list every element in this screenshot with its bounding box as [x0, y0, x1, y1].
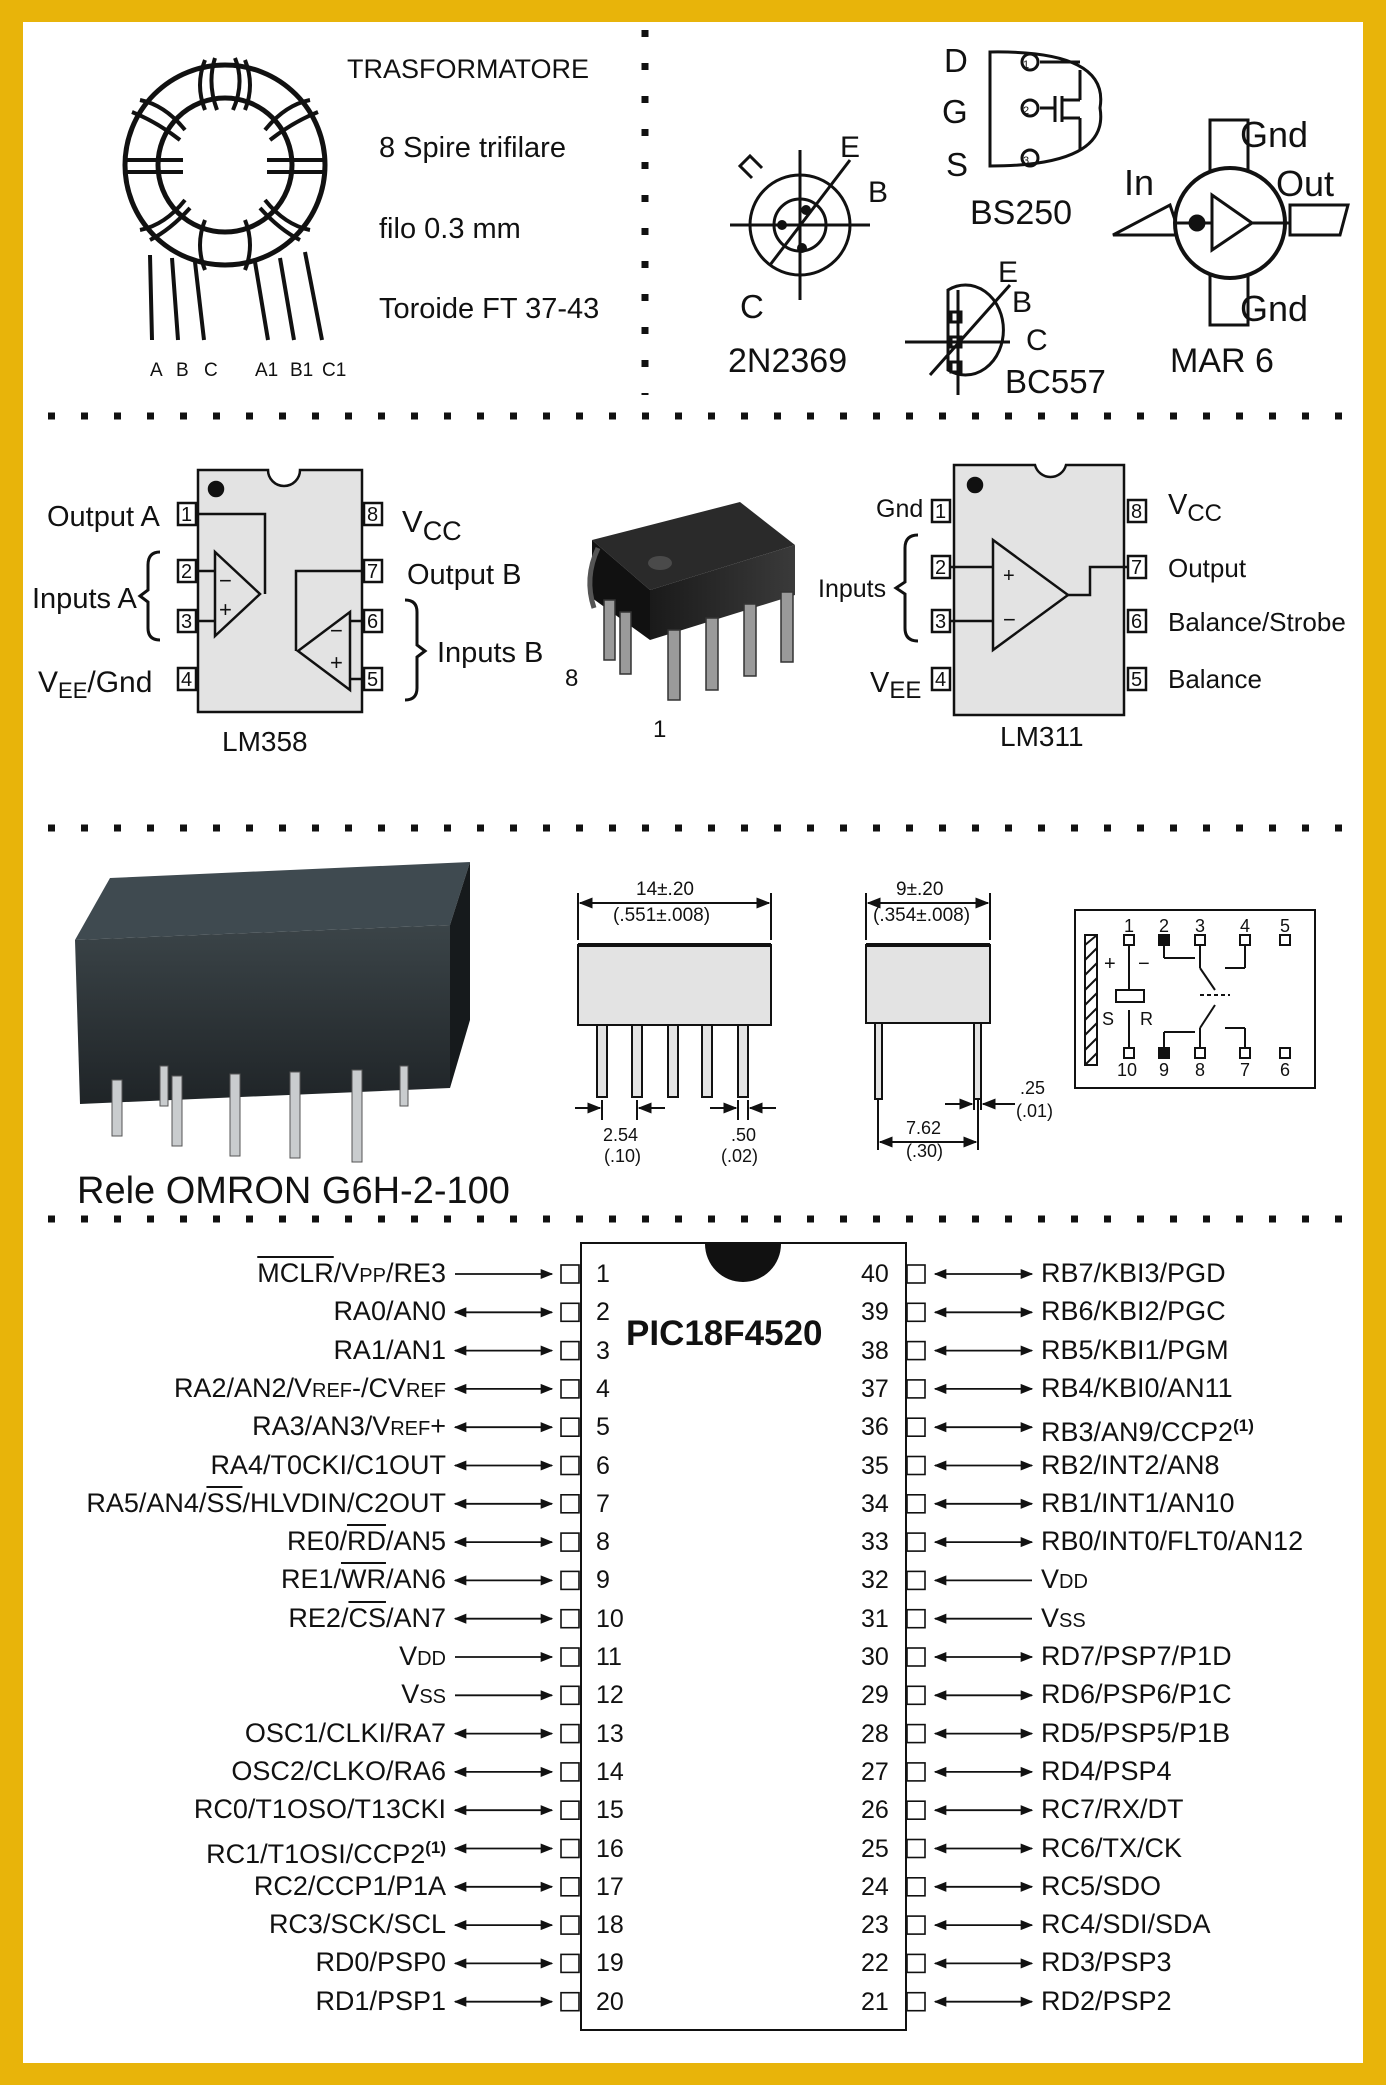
pic-pin-number: 25 — [861, 1834, 889, 1863]
lm358-inputs-a: Inputs A — [32, 583, 137, 615]
pic-pin-label: RC3/SCK/SCL — [268, 1909, 446, 1940]
pic-pin-label: VSS — [1041, 1602, 1086, 1633]
pic-pin-number: 18 — [596, 1911, 624, 1940]
lm358-pin8: 8 — [367, 504, 379, 526]
pic-pin-number: 4 — [596, 1374, 610, 1403]
lm311-pin7: 7 — [1131, 557, 1143, 579]
bs250-pin-d: D — [944, 42, 968, 79]
pic-pin-label: RC1/T1OSI/CCP2$^{(1)}$ — [206, 1837, 446, 1869]
relay-coil-r: R — [1140, 1009, 1153, 1029]
relay-pin-bottom-8: 8 — [1195, 1060, 1206, 1080]
pic-pin-label: RA2/AN2/VREF-/CVREF — [173, 1372, 446, 1403]
lm311-name: LM311 — [1000, 721, 1084, 752]
relay-pin-bottom-10: 10 — [1117, 1060, 1138, 1080]
lm358-vcc-label: VCC — [402, 504, 462, 546]
2n2369-pin-e: E — [840, 131, 861, 164]
lead-label-a: A — [150, 360, 163, 381]
pic-pin-label: RA4/T0CKI/C1OUT — [210, 1449, 446, 1480]
pic-pin-number: 40 — [861, 1260, 889, 1288]
lm358-a-minus: − — [219, 568, 232, 593]
bc557-name: BC557 — [1005, 363, 1106, 400]
lm311-pin4: 4 — [935, 669, 947, 691]
pic-pin-label: OSC2/CLKO/RA6 — [231, 1755, 446, 1786]
pic-pin-label: RD6/PSP6/P1C — [1041, 1679, 1232, 1710]
pic-pin-label: $RE0/\overline{RD}/AN5$ — [286, 1526, 446, 1557]
relay-pin-bottom-7: 7 — [1240, 1060, 1251, 1080]
2n2369-pin-c: C — [740, 288, 764, 325]
lm358-inputs-b: Inputs B — [437, 637, 544, 669]
pic-pin-number: 19 — [596, 1949, 624, 1978]
pic-pin-number: 16 — [596, 1834, 624, 1863]
relay-pin-top-2: 2 — [1159, 916, 1170, 936]
lm358-b-plus: + — [330, 650, 343, 675]
pic-pin-label: RD2/PSP2 — [1041, 1985, 1172, 2016]
pic-pin-number: 21 — [861, 1987, 889, 2016]
relay-pin-top-5: 5 — [1280, 916, 1291, 936]
relay-pin-top-4: 4 — [1240, 916, 1251, 936]
lm358-pin1: 1 — [181, 504, 193, 526]
lead-label-a1: A1 — [255, 360, 279, 381]
lm358-output-b: Output B — [407, 559, 522, 591]
lead-label-b1: B1 — [290, 360, 314, 381]
pic-pin-number: 36 — [861, 1413, 889, 1442]
pic-pin-label: RA3/AN3/VREF+ — [252, 1411, 446, 1442]
lm358-name: LM358 — [222, 726, 308, 757]
lm358-pin2: 2 — [181, 561, 193, 583]
relay-pin-top-1: 1 — [1124, 916, 1135, 936]
pic-pin-number: 27 — [861, 1757, 889, 1786]
relay-pitch: 2.54 — [603, 1125, 639, 1145]
lm311-pin5: 5 — [1131, 669, 1143, 691]
lm358-output-a: Output A — [47, 501, 160, 533]
lm311-balance: Balance — [1168, 664, 1262, 694]
transformer-turns: 8 Spire trifilare — [379, 132, 566, 164]
pic-pin-label: RC2/CCP1/P1A — [253, 1870, 446, 1901]
pic-pin-label: VDD — [399, 1641, 446, 1671]
pic-pin-label: RB5/KBI1/PGM — [1041, 1334, 1229, 1365]
pic-pin-number: 1 — [596, 1260, 610, 1288]
relay-pin-t-in: (.01) — [1016, 1101, 1054, 1121]
pic-pin-label: RB1/INT1/AN10 — [1041, 1487, 1235, 1518]
lm311-inputs: Inputs — [818, 575, 887, 603]
pic-pin-number: 28 — [861, 1719, 889, 1748]
pic-pin-number: 11 — [596, 1643, 622, 1671]
pic-pin-label: RD5/PSP5/P1B — [1041, 1717, 1231, 1748]
pic-pin-label: RC0/T1OSO/T13CKI — [193, 1794, 446, 1825]
bs250-pin1-number: 1 — [1023, 59, 1030, 71]
pic-pin-label: RD1/PSP1 — [315, 1985, 446, 2016]
pic-pin-number: 30 — [861, 1643, 889, 1671]
relay-pin-w-in: (.02) — [721, 1146, 759, 1166]
bc557-pin-b: B — [1012, 286, 1033, 319]
pic-pin-number: 2 — [596, 1298, 610, 1327]
relay-dim-width-in: (.551±.008) — [613, 905, 711, 926]
relay-pitch-in: (.10) — [604, 1146, 642, 1166]
pic-pin-number: 8 — [596, 1528, 610, 1557]
bs250-pin2-number: 2 — [1023, 105, 1030, 117]
lm311-pin2: 2 — [935, 557, 947, 579]
lm311-output: Output — [1168, 553, 1247, 583]
pic-pin-number: 3 — [596, 1336, 610, 1365]
pic-pin-label: RA0/AN0 — [333, 1296, 446, 1327]
pic-pin-label: $RA5/AN4/\overline{SS}/HLVDIN/C2OUT$ — [86, 1487, 446, 1518]
pic-pin-label: RC5/SDO — [1041, 1870, 1162, 1901]
pic-pin-number: 6 — [596, 1451, 610, 1480]
pic-pin-number: 7 — [596, 1489, 610, 1518]
bc557-pin-e: E — [998, 256, 1019, 289]
lm311-pin3: 3 — [935, 611, 947, 633]
pic-pin-label: RB7/KBI3/PGD — [1041, 1258, 1226, 1288]
lm311-gnd: Gnd — [876, 495, 924, 523]
bc557-pin-c: C — [1026, 324, 1048, 357]
lm311-minus: − — [1003, 607, 1016, 632]
mar6-gnd-top: Gnd — [1240, 114, 1309, 155]
bs250-pin3-number: 3 — [1023, 155, 1030, 167]
pic-pin-label: RB4/KBI0/AN11 — [1041, 1372, 1233, 1403]
relay-coil-plus: + — [1104, 953, 1116, 975]
2n2369-name: 2N2369 — [728, 342, 848, 380]
relay-dim-width: 14±.20 — [636, 879, 694, 900]
lm358-pin3: 3 — [181, 611, 193, 633]
relay-dim-depth: 9±.20 — [896, 879, 944, 900]
pic-pin-label: VSS — [401, 1679, 446, 1710]
pic-pin-label: RD4/PSP4 — [1041, 1755, 1172, 1786]
mar6-name: MAR 6 — [1170, 342, 1274, 380]
pic-pin-label: RD3/PSP3 — [1041, 1947, 1172, 1978]
pic-pin-number: 31 — [861, 1604, 889, 1633]
pic-pin-number: 37 — [861, 1374, 889, 1403]
relay-pin-bottom-9: 9 — [1159, 1060, 1170, 1080]
pic-pin-label: RC7/RX/DT — [1041, 1794, 1184, 1825]
pic-pin-number: 15 — [596, 1796, 624, 1825]
relay-row-in: (.30) — [906, 1141, 944, 1161]
pic-pin-number: 14 — [596, 1757, 624, 1786]
relay-pin-t: .25 — [1020, 1078, 1046, 1098]
dip8-pin1-label: 1 — [653, 716, 667, 743]
2n2369-pin-b: B — [868, 176, 889, 209]
pic-pin-number: 33 — [861, 1528, 889, 1557]
pic-pin-number: 39 — [861, 1298, 889, 1327]
pic-pin-number: 23 — [861, 1911, 889, 1940]
pic-pin-label: RB2/INT2/AN8 — [1041, 1449, 1220, 1480]
mar6-in: In — [1124, 162, 1155, 203]
pic-pin-number: 10 — [596, 1604, 624, 1633]
relay-pin-top-3: 3 — [1195, 916, 1206, 936]
lead-label-c: C — [204, 360, 218, 381]
bs250-name: BS250 — [970, 194, 1073, 232]
relay-row: 7.62 — [906, 1118, 942, 1138]
mar6-out: Out — [1276, 163, 1335, 204]
lm311-vee-label: $V_{EE}$ — [870, 667, 922, 704]
transformer-title: TRASFORMATORE — [347, 54, 590, 84]
lm311-pin6: 6 — [1131, 611, 1143, 633]
relay-pin-w: .50 — [731, 1125, 757, 1145]
pic-pin-number: 13 — [596, 1719, 624, 1748]
pic-pin-label: RB6/KBI2/PGC — [1041, 1296, 1226, 1327]
pic-pin-number: 29 — [861, 1681, 889, 1710]
relay-caption: Rele OMRON G6H-2-100 — [77, 1170, 510, 1212]
pic-pin-label: RD7/PSP7/P1D — [1041, 1641, 1232, 1671]
pic-pin-number: 38 — [861, 1336, 889, 1365]
pic-pin-label: RB0/INT0/FLT0/AN12 — [1041, 1526, 1304, 1557]
mar6-gnd-bottom: Gnd — [1240, 288, 1309, 329]
pic-pin-number: 20 — [596, 1987, 624, 2016]
pic-pin-number: 22 — [861, 1949, 889, 1978]
pic-pin-number: 17 — [596, 1872, 624, 1901]
lm358-vee-label: $V_{EE}$/Gnd — [38, 666, 153, 703]
relay-coil-s: S — [1102, 1009, 1115, 1029]
pic-pin-label: RD0/PSP0 — [315, 1947, 446, 1978]
transformer-core: Toroide FT 37-43 — [379, 293, 600, 325]
pic-pin-label: MCLR/VPP/RE3 — [257, 1258, 446, 1288]
lm358-pin5: 5 — [367, 669, 379, 691]
lm311-pin8: 8 — [1131, 501, 1143, 523]
pic-pin-number: 35 — [861, 1451, 889, 1480]
pic-pin-label: RA1/AN1 — [333, 1334, 446, 1365]
pic-pin-number: 9 — [596, 1566, 610, 1595]
lm358-b-minus: − — [330, 618, 343, 643]
pic-pin-label: $RE1/\overline{WR}/AN6$ — [280, 1564, 446, 1595]
relay-dim-depth-in: (.354±.008) — [873, 905, 971, 926]
lm358-pin6: 6 — [367, 611, 379, 633]
pic-pin-label: $RE2/\overline{CS}/AN7$ — [288, 1602, 446, 1633]
relay-pin-bottom-6: 6 — [1280, 1060, 1291, 1080]
dip8-pin8-label: 8 — [565, 665, 579, 692]
lead-label-b: B — [176, 360, 189, 381]
lm311-plus: + — [1003, 565, 1015, 587]
pic-pin-number: 12 — [596, 1681, 624, 1710]
bs250-pin-g: G — [942, 93, 968, 130]
pic-pin-number: 5 — [596, 1413, 610, 1442]
lm311-vcc-label: $V_{CC}$ — [1168, 489, 1223, 527]
lead-label-c1: C1 — [322, 360, 347, 381]
pic-pin-number: 34 — [861, 1489, 889, 1518]
pic-pin-label: RC6/TX/CK — [1041, 1832, 1183, 1863]
pic-pin-number: 32 — [861, 1566, 889, 1595]
lm358-a-plus: + — [219, 597, 232, 622]
bs250-pin-s: S — [946, 146, 969, 183]
pic-pin-label: RB3/AN9/CCP2$^{(1)}$ — [1041, 1416, 1254, 1448]
lm358-pin4: 4 — [181, 669, 193, 691]
pic-pin-label: RC4/SDI/SDA — [1041, 1909, 1211, 1940]
pic-pin-number: 26 — [861, 1796, 889, 1825]
transformer-wire: filo 0.3 mm — [379, 213, 521, 245]
relay-coil-minus: − — [1138, 953, 1150, 975]
lm358-pin7: 7 — [367, 561, 379, 583]
lm311-balance-strobe: Balance/Strobe — [1168, 607, 1346, 637]
lm311-pin1: 1 — [935, 501, 947, 523]
pic-pin-label: OSC1/CLKI/RA7 — [244, 1717, 446, 1748]
pic-pin-label: VDD — [1041, 1564, 1088, 1595]
pic-pin-number: 24 — [861, 1872, 889, 1901]
pic-part-number: PIC18F4520 — [626, 1314, 823, 1353]
